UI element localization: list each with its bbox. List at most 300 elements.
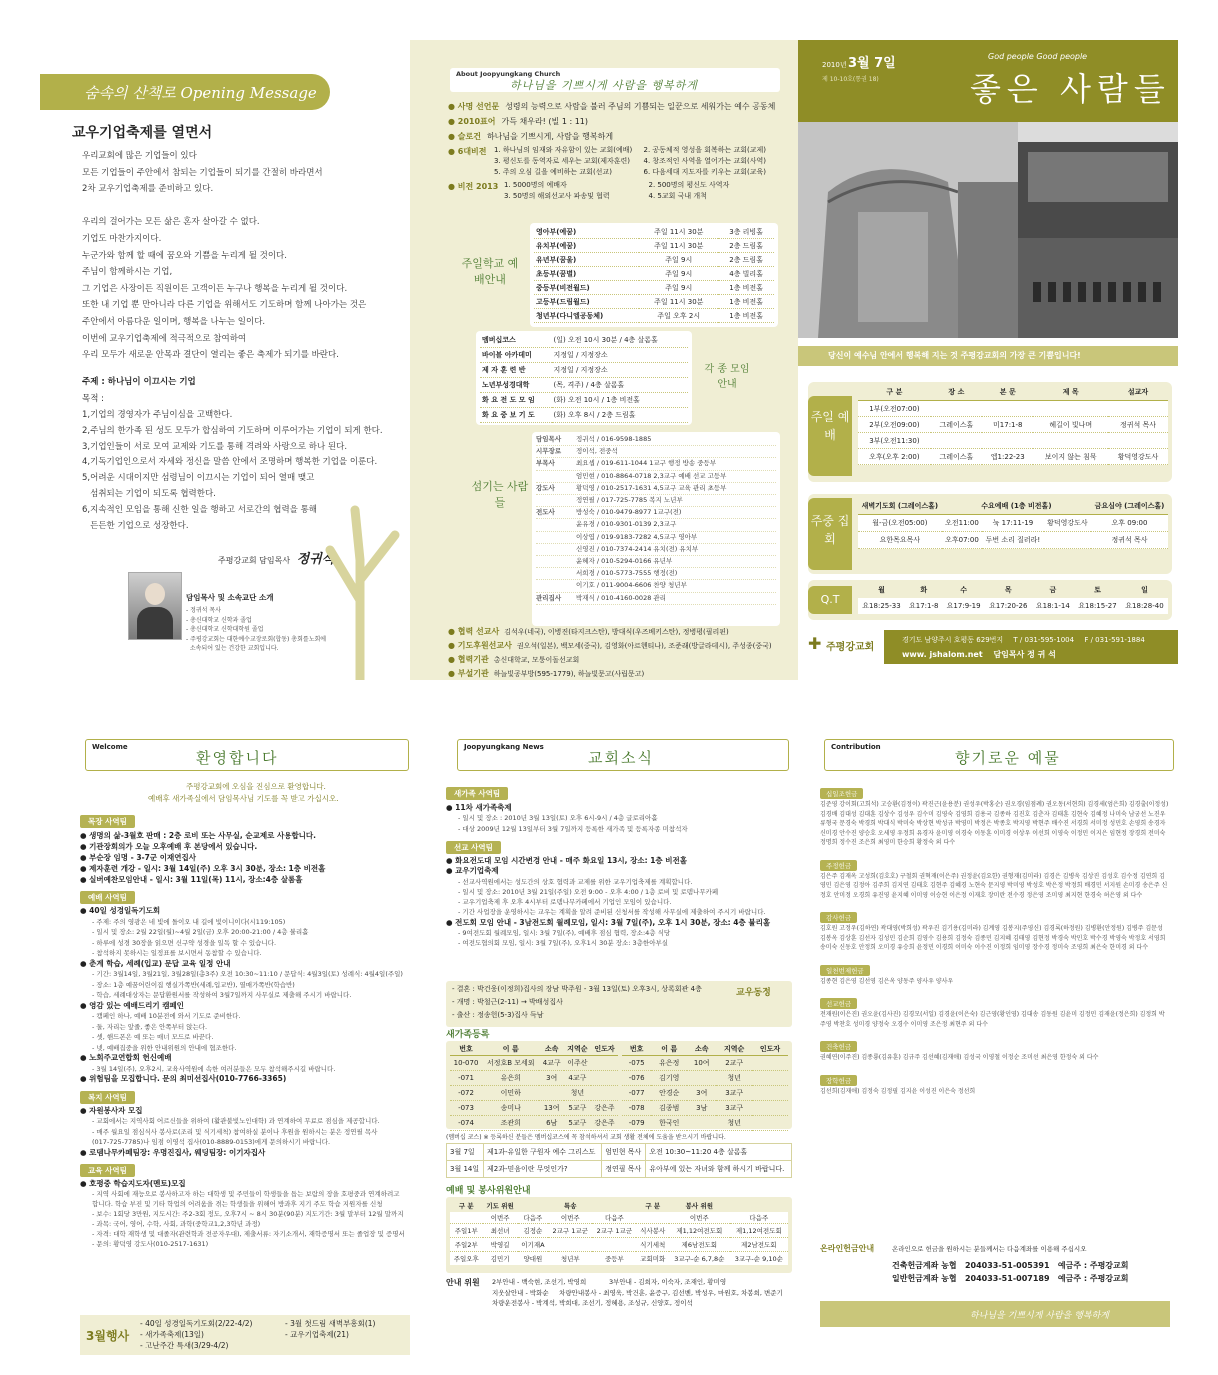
service-subheader: 다음주 (749, 1214, 769, 1222)
sunday-cell: 그레이스홀 (931, 449, 982, 465)
newcomer-cell (687, 1071, 716, 1086)
staff-row (536, 483, 776, 495)
staff-role (536, 580, 576, 591)
section-item: ● 화요전도대 모임 시간변경 안내 - 매주 화요일 13시, 장소: 1층 비전홀 (446, 856, 688, 865)
online-text: 온라인으로 헌금을 원하시는 분들께서는 다음계좌를 이용해 주십시오 (892, 1245, 1087, 1253)
newcomer-cell (752, 1116, 788, 1131)
purpose-label: 목적 : (82, 394, 104, 404)
newcomer-cell (591, 1086, 618, 1101)
sunday-cell: 엡1:22-23 (982, 449, 1033, 465)
service-subheader: 이번주 (560, 1214, 580, 1222)
newcomer-cell: -075 (622, 1056, 651, 1071)
staff-role (536, 471, 576, 482)
weekday-label: 주중 집회 (808, 498, 852, 570)
weekday-header: 수요예배 (1층 비전홀) (942, 498, 1091, 515)
vision-row (448, 115, 793, 128)
weekday-cell: 오후07:00 (942, 532, 982, 549)
tel: T / 031-595-1004 (1013, 636, 1075, 644)
section-item: - 문의: 황덕영 강도사(010-2517-1631) (92, 1240, 209, 1248)
signature-name: 정귀석 (296, 552, 335, 567)
sunday-cell: 정귀석 목사 (1108, 417, 1168, 433)
section-item: - 하루에 성경 30장을 읽으면 신구약 성경을 일독 할 수 있습니다. (92, 938, 277, 947)
vision-head: ● 슬로건 (448, 132, 481, 141)
newcomer-cell: 3여 (539, 1071, 563, 1086)
section-item: ● 노회주교연합회 헌신예배 (80, 1053, 172, 1062)
section-item: 합니다. 학습 부진 및 기타 학업의 어려움을 겪는 학생들을 위해어 방과후 지기 주도 학습 지원자를 신청 (92, 1200, 383, 1208)
mission-row (448, 653, 793, 667)
service-cell: 교회미화 (636, 1252, 669, 1266)
sunday-header-row (858, 384, 1168, 401)
weekday-cell: 요한목요목사 (858, 532, 942, 549)
purpose-item: 3,기업인들이 서로 모여 교제와 기도를 통해 격려와 사랑으로 하나 된다. (82, 441, 348, 452)
news-title: 교회소식 (588, 749, 654, 767)
qt-day: 수 (943, 582, 985, 598)
welcome-title: 환영합니다 (196, 749, 279, 767)
staff-row (536, 568, 776, 580)
school-label-text: 주일학교 예배안내 (461, 257, 519, 286)
section-head: 복지 사역팀 (80, 1091, 135, 1104)
contribution-names: 김준영 강이회(고희석) 고승환(김정이) 곽진근(윤용분) 권성우(박홍순) 권오경(임점례) 권오동(서현희) 김경세(엄은희) 김경출(이정성) 김경배 김대성 김대훈 김상수 김성우 김수미 김영숙 김영희 김용국 김종하 김진호 김춘자 김태훈 김현숙 김혜정 나미숙 남궁선 노진우 류형국 문경숙 박경희 박대식 박미숙 박상현 박성규 박영미 박정은 박종호 박지영 박현주 배수진 서경희 서미정 성민호 손영희 송경자 신미경 안수진 양승호 오세영 우정희 유경자 윤미영 이경숙 이동훈 이미경 이상우 이선희 이영숙 이정민 이지은 임현정 장경희 전미숙 정명희 정수진 조은희 최영미 한승희 황정숙 외 다수 (820, 801, 1169, 846)
staff-role: 부목사 (536, 459, 555, 468)
sunday-cell (1033, 401, 1107, 417)
newcomer-cell: 5교구 (564, 1101, 591, 1116)
section-item: - 과목: 국어, 영어, 수학, 사회, 과학(중학교1,2,3학년 과정) (92, 1220, 261, 1228)
staff-row (536, 544, 776, 556)
section-item: ● 11차 새가족축제 (446, 803, 512, 812)
section-head: 선교 사역팀 (446, 841, 501, 854)
mission-text: 김석우(네국), 이병진(타지크스탄), 방대식(우즈베키스탄), 정병평(필리핀) (504, 628, 729, 636)
contribution-label: 일천번제헌금 (820, 965, 870, 976)
newcomer-row (622, 1056, 788, 1071)
newcomer-header: 인도자 (591, 1043, 618, 1056)
purpose-item: 6,지속적인 모임을 통해 신한 일을 행하고 서로간의 협력을 통해 (82, 504, 318, 515)
section-item: ● 기관장회의가 오늘 오후예배 후 본당에서 있습니다. (80, 842, 258, 851)
service-subheader-blank (450, 1212, 483, 1224)
banner-title: 숨속의 산책로 Opening Message (84, 84, 317, 102)
sunday-cell: 2부(오전09:00) (858, 417, 931, 433)
weekday-row (858, 515, 1168, 532)
service-header-row (450, 1199, 788, 1212)
contribution-names: 김호원 고정우(김하연) 곽대영(박희성) 곽우진 김기용(김미라) 김계영 김봉지(주영신) 김경록(하정원) 김병환(안정원) 김병주 김문성 김봉옥 김상훈 김선자 김성민 김순희 김영수 김용희 김정숙 김종민 김지혜 김태영 김현정 박경숙 박민호 박수경 박영숙 박정호 서영희 송미숙 신동호 안정희 오미경 유승희 윤정민 이경희 이미숙 이수진 이정희 임미영 장수경 정미숙 조영희 최은숙 한미경 외 다수 (820, 925, 1166, 951)
school-cell: 고등부(드림월드) (534, 295, 639, 309)
staff-info: 박재식 / 010-4160-0028 관리 (576, 593, 666, 602)
welcome-intro-2: 예배후 새가족실에서 담임목사님 기도를 꼭 받고 가십시오. (148, 794, 339, 803)
six-vision-head: ● 6대비전 (448, 147, 487, 156)
mission-text: 권오석(일본), 백모세(중국), 김영화(아르헨티나), 조준래(방글라데시), 주성종(중국) (516, 642, 772, 650)
member-cell: 제2과-믿음이란 무엇인가? (484, 1161, 602, 1178)
service-cell: 식기세척 (636, 1238, 669, 1252)
meeting-cell: (목, 격주) / 4층 살롬홀 (552, 378, 688, 393)
vision2013-grid (448, 180, 793, 202)
service-cell: 최선녀 (483, 1224, 518, 1238)
section-item: - 매주 월요일 점심식사 봉사로(조리 및 식기세척) 참여하실 분이나 후원을 원하시는 분은 정연필 목사 (92, 1127, 378, 1136)
school-cell: 영아부(예꿈) (534, 225, 639, 239)
six-vision-item: 3. 평신도를 동역자로 세우는 교회(제자훈련) (494, 157, 630, 165)
service-cell: 3교구-순 6,7,8순 (669, 1252, 730, 1266)
article-heading: 교우기업축제를 열면서 (72, 125, 213, 141)
school-row (534, 239, 774, 253)
motto-title: 하나님을 기쁘시게 사람을 행복하게 (510, 79, 698, 92)
section-item: ● 로뎀나무카페팀장: 우명진집사, 웨딩팀장: 이기자집사 (80, 1147, 266, 1157)
six-vision-item: 2. 공동체적 영성을 회복하는 교회(교제) (643, 146, 766, 154)
service-cell: 이기재A (518, 1238, 549, 1252)
events-left (140, 1318, 252, 1351)
sunday-cell (1108, 433, 1168, 449)
contribution-names: 전재원(이은진) 권오윤(김사진) 김경모(서일) 김경윤(이은숙) 김근영(황인영) 김대송 김동원 김윤미 김정민 김재윤(정은희) 김정희 박주영 박찬호 성미경 양정숙 오경수 이미영 조은정 최현주 외 다수 (820, 1011, 1165, 1028)
weekday-table (858, 498, 1168, 549)
newcomer-table-right (622, 1043, 788, 1131)
mission-head: ● 부설기관 (448, 669, 489, 678)
staff-role: 전도사 (536, 508, 555, 517)
service-cell: 제1,12여전도회 (730, 1224, 788, 1238)
school-cell: 주일 11시 30분 (639, 225, 718, 239)
member-cell: 엄민현 목사 (602, 1144, 646, 1161)
school-row (534, 295, 774, 309)
news-header (457, 739, 789, 771)
service-header (730, 1199, 788, 1212)
purpose-item: 섬취되는 기업이 되도록 협력한다. (82, 488, 216, 499)
bio-line: - 주평강교회는 대한예수교장로회(합동) 총회를노회에 (186, 635, 327, 643)
section-item: - 대상 2009년 12월 13일부터 3월 7일까지 등록한 새가족 및 등록자종 미참석자 (458, 825, 688, 833)
sunday-header: 구 분 (858, 384, 931, 401)
meeting-row (480, 393, 688, 408)
events-right (285, 1318, 375, 1340)
newcomer-cell: 10-070 (450, 1056, 482, 1071)
section-head: 새가족 사역팀 (446, 787, 508, 800)
service-cell: 주일2부 (450, 1238, 483, 1252)
newcomer-cell: 유은희 (482, 1071, 539, 1086)
newcomer-cell: 조관희 (482, 1116, 539, 1131)
newcomer-cell: -078 (622, 1101, 651, 1116)
service-cell: 김민기 (483, 1252, 518, 1266)
service-cell: 2교구 1교군 (548, 1224, 592, 1238)
bio-line: 소속되어 있는 건강한 교회입니다. (186, 645, 279, 652)
contribution-label: 장학헌금 (820, 1075, 857, 1086)
qt-table (858, 582, 1168, 614)
section-item: ● 40일 성경일독기도회 (80, 906, 161, 915)
newcomer-cell: 청년 (564, 1086, 591, 1101)
sunday-cell: 3부(오전11:30) (858, 433, 931, 449)
sunday-row (858, 433, 1168, 449)
newcomer-header: 소속 (687, 1043, 716, 1056)
weekday-cell: 정귀석 목사 (1091, 532, 1168, 549)
school-cell: 4층 빌리홀 (718, 267, 774, 281)
service-header: 구 분 (450, 1199, 483, 1212)
school-row (534, 267, 774, 281)
staff-info: 정연필 / 017-725-7785 복지 노년부 (576, 496, 683, 505)
section-item: ● 제자훈련 개강 - 일시: 3월 14일(주) 오후 3시 30분, 장소: 1층 비전홀 (80, 864, 326, 873)
service-cell: 김정순 (518, 1224, 549, 1238)
school-cell: 주일 11시 30분 (639, 295, 718, 309)
missions-list (448, 625, 793, 680)
bottom-middle-content (446, 781, 792, 949)
newcomer-cell: 유은정 (651, 1056, 687, 1071)
account-list (892, 1259, 1128, 1285)
staff-list (536, 434, 776, 605)
meeting-row (480, 363, 688, 378)
section-head: 교육 사역팀 (80, 1164, 135, 1177)
service-header (592, 1199, 636, 1212)
school-schedule (534, 225, 774, 323)
school-cell: 1층 비전홀 (718, 281, 774, 295)
newcomer-cell: 3교구 (716, 1101, 752, 1116)
body-line: 우리교회에 많은 기업들이 있다 (82, 151, 197, 161)
website-link[interactable]: www. jshalom.net (902, 650, 983, 659)
body-line: 기업도 마찬가지이다. (82, 233, 162, 244)
school-cell: 중등부(비전월드) (534, 281, 639, 295)
school-cell: 주일 9시 (639, 281, 718, 295)
service-header (518, 1199, 549, 1212)
vision-head: ● 2010표어 (448, 117, 496, 126)
account-line: 일반헌금계좌 농협 204033-51-007189 예금주 : 주평강교회 (892, 1274, 1129, 1283)
welcome-banner (798, 346, 1178, 366)
staff-box (532, 432, 780, 626)
section-item: - 둘, 자리는 앞줄, 좋은 안쪽부터 앉는다. (92, 1022, 208, 1031)
vision-text: 성령의 능력으로 사람을 불러 주님의 기쁨되는 일꾼으로 세워가는 예수 공동체 (505, 102, 776, 111)
qt-text: 요18:15-27 (1078, 602, 1117, 610)
section-item: - 3월 14일(주), 오후2시, 교육사역원에 속한 여러분들은 모두 참석해주시길 바랍니다. (92, 1064, 336, 1073)
staff-row (536, 446, 776, 458)
service-subheader: 다음주 (523, 1214, 543, 1222)
section-item: - 넷, 예배집중을 위한 안내위원의 안내에 협조한다. (92, 1043, 237, 1052)
school-cell: 유치부(예꿈) (534, 239, 639, 253)
event-item: - 교우기업축제(21) (285, 1330, 349, 1339)
newcomer-label: 새가족등록 (446, 1030, 490, 1040)
meeting-cell: (일) 오전 10시 30분 / 4층 살롬홀 (552, 333, 688, 348)
section-item: - 셋, 핸드폰은 예 또는 매너 모드로 바꾼다. (92, 1033, 214, 1041)
meeting-cell: 화 요 전 도 모 임 (480, 393, 552, 408)
rename-line: - 개명 : 박철근(2-11) → 박배성집사 (452, 998, 563, 1006)
section-item: ● 자원봉사자 모집 (80, 1105, 143, 1115)
section-item: ● 부순장 임명 - 3-7군 이재연집사 (80, 853, 196, 862)
article-body (82, 148, 410, 364)
meeting-cell: (화) 오후 8시 / 2층 드림홀 (552, 408, 688, 423)
section-item: - 9여전도회 월례모임, 일시: 3월 7일(주), 예배후 점심 협력, 장소:4층 식당 (458, 929, 671, 938)
staff-row (536, 495, 776, 507)
newcomer-row (450, 1056, 618, 1071)
school-cell: 3층 리빙홀 (718, 225, 774, 239)
weekday-cell: 오전11:00 (942, 515, 982, 532)
school-cell: 주일 11시 30분 (639, 239, 718, 253)
birth-line: - 출산 : 정송헌(5-3)집사 득남 (452, 1011, 544, 1019)
service-cell (548, 1238, 592, 1252)
pastor-title: 담임목사 및 소속교단 소개 (186, 593, 274, 602)
newcomer-cell: -074 (450, 1116, 482, 1131)
service-cell: 제1,12여전도회 (669, 1224, 730, 1238)
staff-role: 관리집사 (536, 593, 562, 602)
meeting-cell: 제 자 훈 련 반 (480, 363, 552, 378)
weekday-cell: 두번 소리 질러라! (982, 532, 1044, 549)
section-item: - 보수: 1회당 3만원, 지도시간: 주2-3회 정도, 오후7시 ~ 8시 30분(90분) 지도기간: 3월 말부터 12월 말까지 (92, 1210, 404, 1218)
sunday-header: 설교자 (1108, 384, 1168, 401)
sunday-cell (931, 433, 982, 449)
welcome-banner-text: 당신이 예수님 안에서 행복해 지는 것 주평강교회의 가장 큰 기쁨입니다! (828, 351, 1081, 360)
section-item: - 장소: 1층 예꿈어린이집 행실가쪽반(세례,입교반), 열매가쪽반(학습반) (92, 980, 295, 989)
meeting-cell: (화) 오전 10시 / 1층 비전홀 (552, 393, 688, 408)
sunday-header: 장 소 (931, 384, 982, 401)
newcomer-cell: -079 (622, 1116, 651, 1131)
guide-line: 2부안내 - 백숙현, 조선기, 박영희 3부안내 - 김희자, 이숙자, 조재인, 황미영 (492, 1278, 727, 1286)
footer-motto: 하나님을 기쁘시게 사람을 행복하게 (970, 1311, 1109, 1321)
staff-row (536, 434, 776, 446)
contribution-block (820, 905, 1170, 953)
guide-line: 차량운전봉사 - 박계석, 박희대, 조선기, 정혜용, 조성규, 신양호, 정이석 (492, 1299, 693, 1307)
sunday-cell: 황덕영강도사 (1108, 449, 1168, 465)
newcomer-row (622, 1116, 788, 1131)
school-cell: 2층 드림홀 (718, 239, 774, 253)
mission-head: ● 협력 선교사 (448, 627, 500, 636)
section-head: 예배 사역팀 (80, 891, 135, 904)
newcomer-header: 번호 (622, 1043, 651, 1056)
newcomer-row (622, 1086, 788, 1101)
guide-line: 지웃살안내 - 박화순 차량안내봉사 - 최영욱, 박건훈, 윤증구, 김선볜, 박성우, 마원호, 차봉희, 변준기 (492, 1288, 783, 1297)
body-line: 우리 모두가 새로운 안목과 결단이 열리는 좋은 축제가 되기를 바란다. (82, 350, 339, 361)
newcomer-cell: 송미나 (482, 1101, 539, 1116)
qt-day: 토 (1074, 582, 1121, 598)
sunday-cell (1033, 433, 1107, 449)
school-cell: 주일 9시 (639, 253, 718, 267)
section-item: ● 위험팀을 모집합니다. 문의 최미선집사(010-7766-3365) (80, 1074, 287, 1083)
staff-info: 엄민현 / 010-8864-0718 2,3교구 예배 선교 고등부 (576, 471, 727, 480)
meeting-row (480, 408, 688, 423)
welcome-intro-1: 주평강교회에 오심을 진심으로 환영합니다. (186, 782, 326, 791)
school-table (530, 223, 778, 327)
event-item: - 3월 첫드림 새벽부흥회(1) (285, 1319, 376, 1328)
welcome-tag: Welcome (92, 743, 128, 751)
service-cell: 청년부 (548, 1252, 592, 1266)
top-middle-panel (410, 40, 798, 680)
newcomer-cell: 6남 (539, 1116, 563, 1131)
service-cell: 식사봉사 (636, 1224, 669, 1238)
school-cell: 2층 드림홀 (718, 253, 774, 267)
qt-text: 요17:20-26 (989, 602, 1028, 610)
staff-info: 윤유경 / 010-9301-0139 2,3교구 (576, 520, 677, 529)
newcomer-cell: -073 (450, 1101, 482, 1116)
section-item: ● 실버예찬모임안내 - 일시: 3월 11일(목) 11시, 장소:4층 살롬홀 (80, 875, 303, 884)
contribution-list (820, 781, 1170, 1101)
body-line: 또한 내 기업 뿐 만아니라 다른 기업을 위해서도 기도하며 함께 나아가는 것은 (82, 300, 367, 311)
bottom-left-panel (40, 695, 412, 1360)
purpose-item: 5,어려운 시대이지만 섬령님이 이끄시는 기업이 되어 열매 맺고 (82, 473, 315, 484)
staff-row (536, 532, 776, 544)
school-label (460, 255, 520, 287)
mission-row (448, 639, 793, 653)
member-cell: 제1과-유일한 구원자 예수 그리스도 (484, 1144, 602, 1161)
school-cell: 1층 비전홀 (718, 295, 774, 309)
church-logo (808, 632, 878, 658)
sunday-row (858, 449, 1168, 465)
newcomer-cell: 4교구 (539, 1056, 563, 1071)
school-row (534, 253, 774, 267)
qt-day: 일 (1121, 582, 1168, 598)
newcomer-cell (752, 1071, 788, 1086)
service-subheader: 이번주 (689, 1214, 709, 1222)
newcomer-header-row (450, 1043, 618, 1056)
news-tag: Joopyungkang News (464, 743, 544, 751)
section-item: - 참석하지 못하시는 일정표를 보시면서 동참할 수 있습니다. (92, 949, 262, 957)
contribution-header (824, 739, 1174, 771)
member-cell: 3월 7일 (447, 1144, 484, 1161)
newcomer-cell: -072 (450, 1086, 482, 1101)
address: 경기도 남양주시 호평동 629번지 (902, 636, 1004, 644)
sunday-row (858, 401, 1168, 417)
weekday-cell: 황덕영강도사 (1044, 515, 1091, 532)
section-item: ● 생명의 삶-3월호 판매 : 2층 로비 또는 사무실, 순교제로 사용합니다. (80, 831, 317, 840)
meeting-cell: 지정일 / 지정장소 (552, 363, 688, 378)
newcomer-cell: 김종범 (651, 1101, 687, 1116)
newcomer-cell: 서정호B 모세외 (482, 1056, 539, 1071)
school-row (534, 281, 774, 295)
staff-row (536, 593, 776, 605)
meeting-cell: 바이블 아카데미 (480, 348, 552, 363)
school-cell: 초등부(꿈별) (534, 267, 639, 281)
qt-text: 요17:9-19 (946, 602, 981, 610)
church-photo-collage (798, 122, 1178, 338)
six-vision-item: 6. 다음세대 지도자를 키우는 교회(교육) (643, 168, 766, 176)
service-subheader: 이번주 (490, 1214, 510, 1222)
contribution-block (820, 1034, 1170, 1063)
qt-text: 요18:1-14 (1035, 602, 1070, 610)
body-line: 이번에 교우기업축제에 적극적으로 참여하여 (82, 333, 247, 344)
six-vision-grid (448, 145, 793, 178)
body-line: 주님이 함께하시는 기업, (82, 267, 173, 278)
purpose-item: 2,주님의 한가족 된 성도 모두가 합심하여 기도하며 이루어가는 기업이 되게 한다. (82, 425, 383, 436)
sunday-cell: 그레이스홀 (931, 417, 982, 433)
bio-line: - 정귀석 목사 (186, 607, 221, 614)
staff-role (536, 532, 576, 543)
school-cell: 주일 오후 2시 (639, 309, 718, 323)
school-cell: 유년부(꿈울) (534, 253, 639, 267)
qt-day: 화 (905, 582, 943, 598)
date: 3월 7일 (848, 56, 896, 71)
body-line: 우리의 걸어가는 모든 삶은 혼자 살아갈 수 없다. (82, 217, 260, 228)
sunday-cell: 헤길이 빛나며 (1033, 417, 1107, 433)
fax: F / 031-591-1884 (1084, 636, 1145, 644)
staff-info: 서희경 / 010-5773-7555 행정(전) (576, 569, 678, 578)
weekday-header-row (858, 498, 1168, 515)
sunday-table (858, 384, 1168, 465)
newcomer-header: 소속 (539, 1043, 563, 1056)
purpose-item: 든든한 기업으로 성장한다. (82, 520, 189, 531)
family-news (446, 981, 792, 1027)
top-left-panel (40, 40, 410, 680)
newcomer-row (450, 1086, 618, 1101)
contribution-label: 십일조헌금 (820, 788, 863, 799)
newcomer-cell: 10여 (687, 1056, 716, 1071)
section-item: - 여전도협의회 모임, 일시: 3월 7일(주), 오후1시 30분 장소: 3층한아부실 (458, 939, 669, 948)
contribution-names: 김은주 김재옥 고성희(김호호) 구철회 권혁재(이은주) 권정윤(김요한) 권형재(김미라) 김경은 김병욱 김상진 김성호 김수정 김연희 김영민 김은영 김정아 김주희 김지연 김태호 김현주 김혜경 노현숙 문지영 박미영 박성호 박은정 박정희 배경민 서지원 손미경 송은주 신정호 안미정 오경희 유진영 윤지혜 이미영 이승현 이은정 이재호 장미란 전수경 정은영 조미영 최지현 한경숙 허은영 외 다수 (820, 872, 1168, 899)
family-news-label: 교우동정 (736, 988, 771, 998)
section-item: - 지역 사회에 재능으로 봉사하고자 하는 대학생 및 주민들이 학생들을 돕는 보람의 장을 호평중과 연계하려고 (92, 1190, 400, 1198)
staff-role (536, 568, 576, 579)
weekday-cell: 오후 09:00 (1091, 515, 1168, 532)
contribution-block (820, 1068, 1170, 1097)
staff-role: 담임목사 (536, 435, 562, 443)
qt-text-row (858, 598, 1168, 614)
vision2013-item: 4. 5교회 국내 개척 (648, 192, 707, 200)
section-item: ● 영감 있는 예배드리기 캠페인 (80, 1000, 184, 1010)
member-course-table (446, 1143, 792, 1178)
section-item: ● 춘계 학습, 세례(입교) 문답 교육 일정 안내 (80, 958, 231, 968)
service-cell: 박영길 (483, 1238, 518, 1252)
meeting-cell: 화 요 중 보 기 도 (480, 408, 552, 423)
staff-row (536, 507, 776, 519)
contact-line-2 (902, 649, 1056, 660)
staff-info: 정이석, 전중석 (576, 447, 618, 456)
sunday-header: 제 목 (1033, 384, 1107, 401)
church-building-photo (798, 122, 1178, 338)
newcomer-cell: 3여 (687, 1086, 716, 1101)
